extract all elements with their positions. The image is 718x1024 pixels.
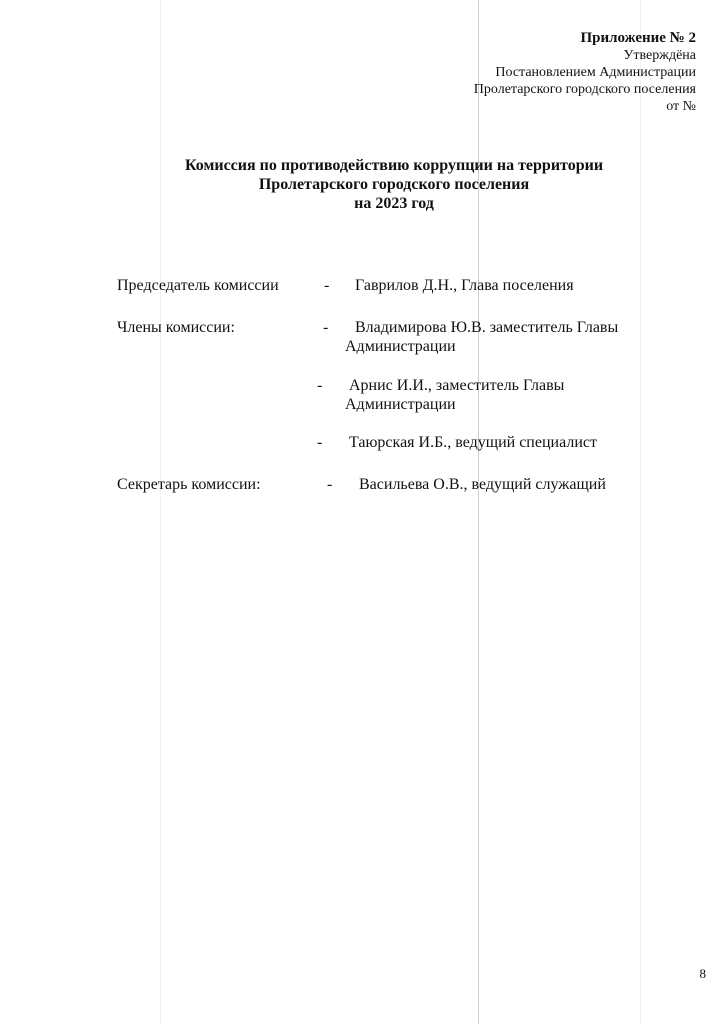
dash: - — [324, 277, 330, 294]
scan-artifact-line — [478, 0, 479, 1024]
secretary-role: Секретарь комиссии: — [117, 476, 261, 493]
title-line-1: Комиссия по противодействию коррупции на территории — [184, 157, 604, 174]
member-1-line-1: Владимирова Ю.В. заместитель Главы — [355, 319, 619, 336]
member-2-line-2: Администрации — [345, 396, 456, 413]
title-line-2: Пролетарского городского поселения — [258, 176, 530, 193]
chair-role: Председатель комиссии — [117, 277, 279, 294]
dash: - — [323, 319, 329, 336]
secretary-name: Васильева О.В., ведущий служащий — [359, 476, 606, 493]
title-line-3: на 2023 год — [354, 195, 434, 212]
dash: - — [317, 434, 323, 451]
dash: - — [317, 377, 323, 394]
chair-name: Гаврилов Д.Н., Глава поселения — [355, 277, 574, 294]
page-number: 8 — [699, 966, 706, 981]
scan-artifact-line — [160, 0, 161, 1024]
document-title — [0, 156, 718, 213]
approval-block — [474, 30, 696, 115]
settlement-label: Пролетарского городского поселения — [473, 82, 696, 97]
dash: - — [327, 476, 333, 493]
members-role: Члены комиссии: — [117, 319, 235, 336]
date-number-label: от № — [666, 99, 696, 114]
approved-label: Утверждёна — [623, 48, 696, 63]
member-2-line-1: Арнис И.И., заместитель Главы — [349, 377, 565, 394]
resolution-label: Постановлением Администрации — [495, 65, 696, 80]
member-3: Таюрская И.Б., ведущий специалист — [349, 434, 597, 451]
scan-artifact-line — [640, 0, 641, 1024]
annex-label: Приложение № 2 — [580, 30, 696, 46]
member-1-line-2: Администрации — [345, 338, 456, 355]
